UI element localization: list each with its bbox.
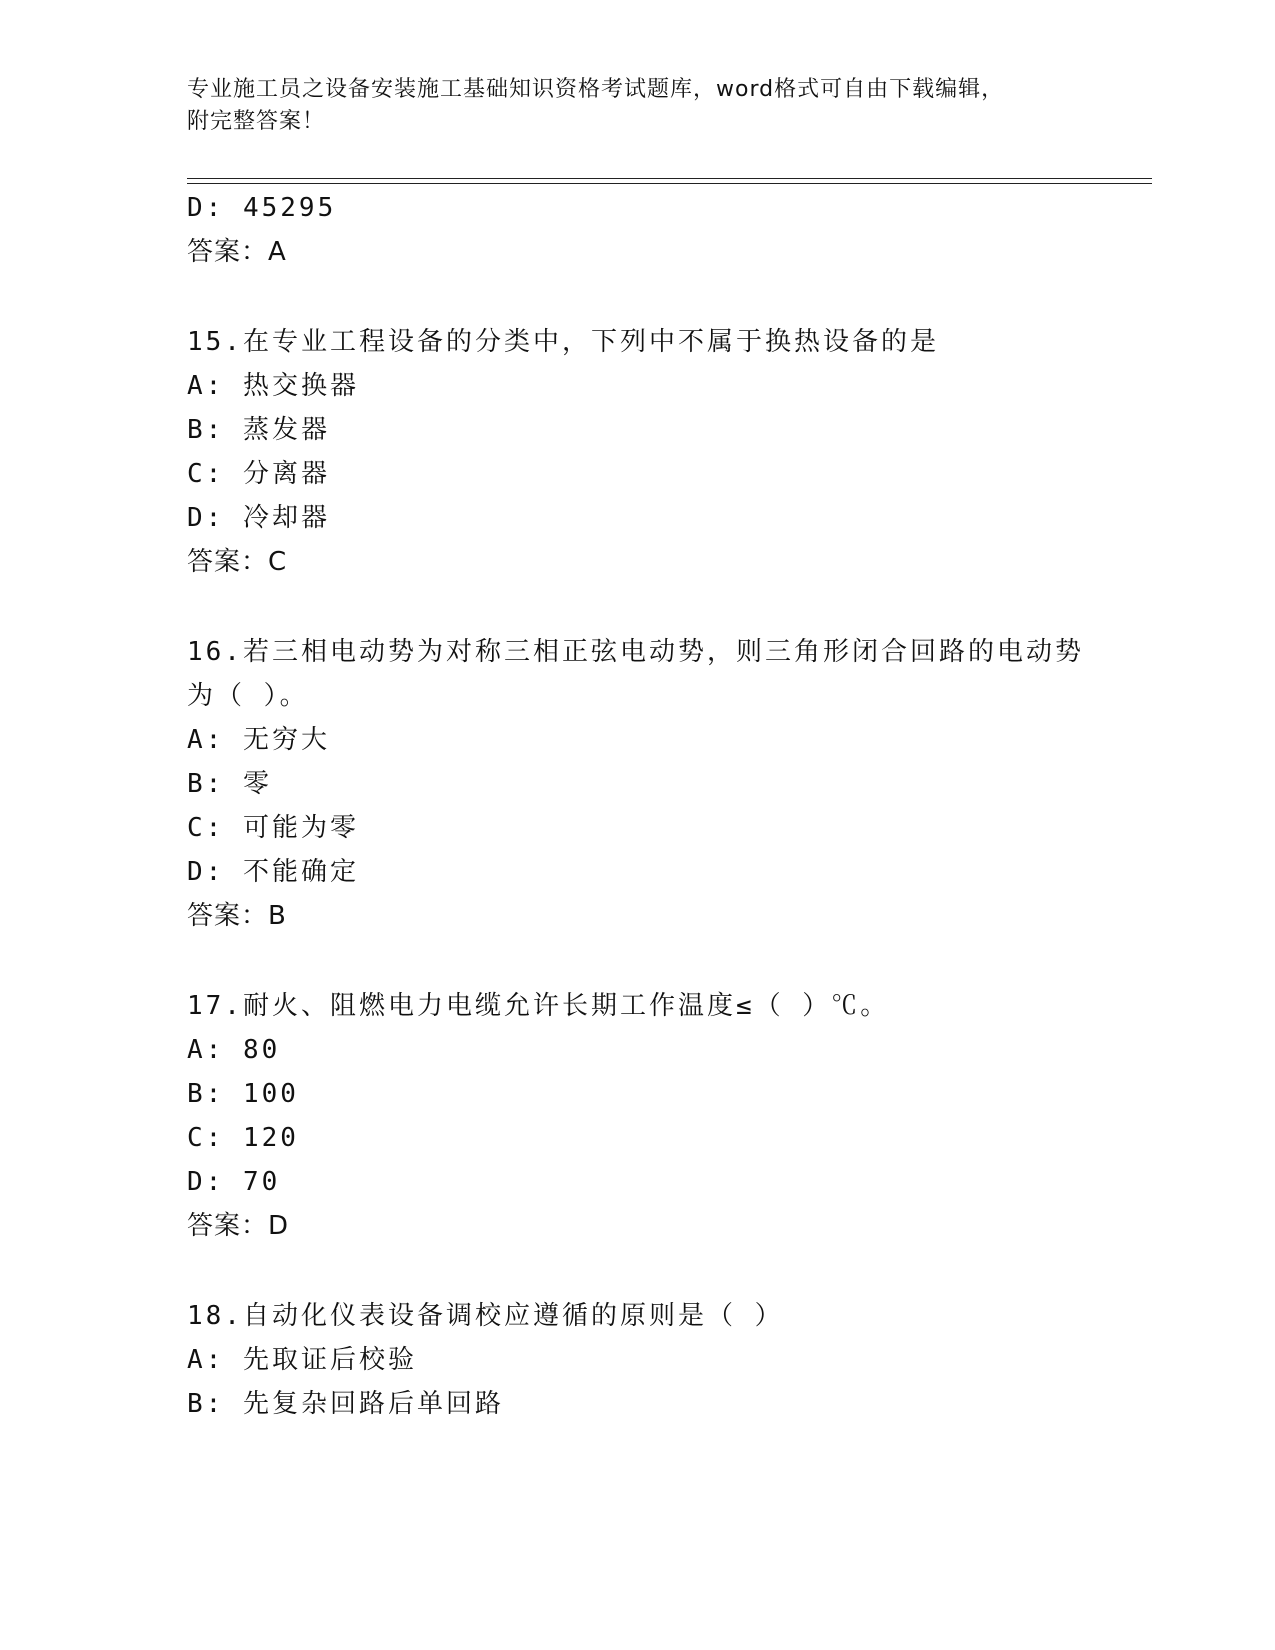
question-17-option-a: A: 80 <box>187 1035 281 1065</box>
question-16-option-b: B: 零 <box>187 769 272 799</box>
question-16-option-c: C: 可能为零 <box>187 813 359 843</box>
question-15-option-b: B: 蒸发器 <box>187 415 330 445</box>
question-16-option-a: A: 无穷大 <box>187 725 330 755</box>
header-title-line-2: 附完整答案！ <box>187 109 326 134</box>
question-18-option-a: A: 先取证后校验 <box>187 1345 417 1375</box>
question-15-stem: 15.在专业工程设备的分类中，下列中不属于换热设备的是 <box>187 327 939 357</box>
question-17-option-b: B: 100 <box>187 1079 299 1109</box>
question-15-option-c: C: 分离器 <box>187 459 330 489</box>
question-18-option-b: B: 先复杂回路后单回路 <box>187 1389 504 1419</box>
question-18-stem: 18.自动化仪表设备调校应遵循的原则是（ ） <box>187 1301 784 1331</box>
prev-question-option-d: D: 45295 <box>187 193 337 223</box>
question-16-answer: 答案：B <box>187 901 287 931</box>
question-17-option-d: D: 70 <box>187 1167 281 1197</box>
header-title-line-1: 专业施工员之设备安装施工基础知识资格考试题库，word格式可自由下载编辑， <box>187 77 1005 102</box>
question-16-option-d: D: 不能确定 <box>187 857 359 887</box>
question-15-answer: 答案：C <box>187 547 288 577</box>
question-16-stem-line-2: 为（ ）。 <box>187 681 309 711</box>
question-16-stem-line-1: 16.若三相电动势为对称三相正弦电动势，则三角形闭合回路的电动势 <box>187 637 1084 667</box>
question-15-option-a: A: 热交换器 <box>187 371 359 401</box>
document-header <box>187 74 1067 138</box>
header-divider-bottom <box>187 183 1152 184</box>
question-17-option-c: C: 120 <box>187 1123 299 1153</box>
header-divider-top <box>187 178 1152 179</box>
prev-question-answer: 答案：A <box>187 237 287 267</box>
question-17-stem: 17.耐火、阻燃电力电缆允许长期工作温度≤（ ）℃。 <box>187 991 890 1021</box>
question-15-option-d: D: 冷却器 <box>187 503 330 533</box>
question-17-answer: 答案：D <box>187 1211 290 1241</box>
